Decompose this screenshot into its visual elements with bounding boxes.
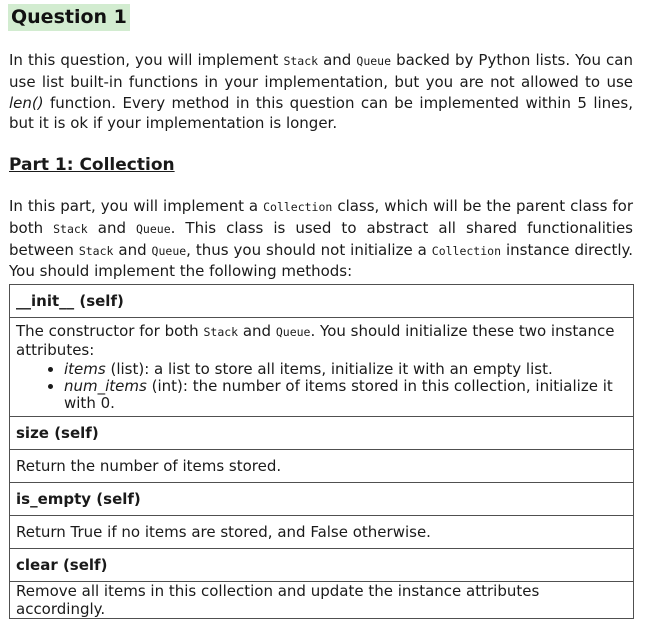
code-stack: Stack — [203, 325, 239, 339]
intro-text: and — [318, 51, 357, 69]
code-stack: Stack — [78, 243, 114, 258]
len-function: len() — [9, 93, 44, 112]
part1-text: instance directly. You should implement the following methods: — [9, 240, 633, 281]
part-title: Part 1: Collection — [9, 155, 175, 175]
table-row — [10, 582, 634, 619]
intro-paragraph — [9, 50, 633, 134]
part1-text: class, which will be the parent class for both — [9, 197, 633, 237]
intro-text: backed by Python lists. You can use list built-in functions in your implementation, but you are not allowed to use — [9, 51, 633, 91]
code-stack: Stack — [283, 54, 319, 68]
code-collection: Collection — [263, 200, 333, 214]
attr-desc: (list): a list to store all items, initialize it with an empty list. — [105, 360, 553, 378]
table-row — [10, 318, 634, 417]
attr-name: items — [64, 360, 106, 378]
method-desc-init — [10, 318, 634, 417]
code-stack: Stack — [53, 221, 88, 236]
table-row — [10, 516, 634, 549]
part1-paragraph — [9, 196, 633, 282]
method-name-clear: clear (self) — [10, 549, 634, 582]
table-row — [10, 450, 634, 483]
method-name-init: __init__ (self) — [10, 285, 634, 318]
question-title: Question 1 — [8, 4, 130, 31]
intro-text: In this question, you will implement — [9, 51, 284, 69]
code-queue: Queue — [356, 54, 392, 68]
attr-desc: (int): the number of items stored in this collection, initialize it with 0. — [64, 377, 613, 412]
attribute-list — [16, 361, 627, 412]
code-queue: Queue — [136, 221, 171, 236]
table-row — [10, 417, 634, 450]
code-queue: Queue — [151, 243, 187, 258]
desc-text: and — [238, 322, 276, 340]
table-row — [10, 549, 634, 582]
list-item — [64, 378, 627, 412]
method-desc-clear: Remove all items in this collection and update the instance attributes accordingly. — [10, 582, 634, 619]
part1-text: , thus you should not initialize a — [186, 240, 432, 259]
table-row — [10, 285, 634, 318]
part1-text: and — [113, 240, 152, 259]
method-desc-is-empty: Return True if no items are stored, and False otherwise. — [10, 516, 634, 549]
desc-text: The constructor for both — [16, 322, 204, 340]
code-collection: Collection — [431, 243, 502, 258]
part1-text: In this part, you will implement a — [9, 197, 264, 215]
attr-name: num_items — [64, 377, 147, 395]
code-queue: Queue — [275, 325, 311, 339]
desc-text: . You should initialize these two instance attributes: — [16, 322, 615, 359]
method-desc-size: Return the number of items stored. — [10, 450, 634, 483]
part1-text: . This class is used to abstract all shared functionalities between — [9, 218, 633, 259]
methods-table — [9, 284, 634, 619]
table-row — [10, 483, 634, 516]
method-name-is-empty: is_empty (self) — [10, 483, 634, 516]
intro-text: function. Every method in this question can be implemented within 5 lines, but it is ok if your implementation is longer. — [9, 93, 633, 133]
method-name-size: size (self) — [10, 417, 634, 450]
list-item — [64, 361, 627, 378]
part1-text: and — [87, 218, 136, 237]
